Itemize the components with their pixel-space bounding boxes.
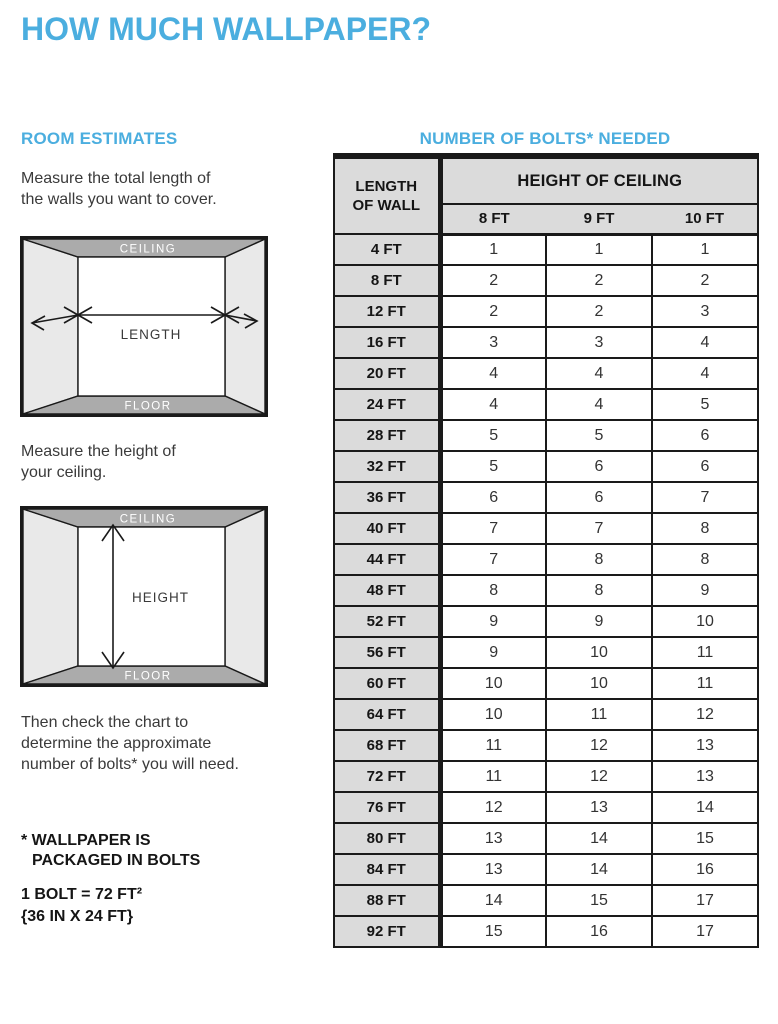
- table-row: [334, 916, 758, 947]
- right-wall: [225, 239, 265, 414]
- bolts-value-cell: 6: [652, 420, 758, 451]
- table-row: [334, 668, 758, 699]
- table-row: [334, 699, 758, 730]
- table-row: [334, 513, 758, 544]
- height-label: HEIGHT: [132, 590, 190, 605]
- table-row: [334, 358, 758, 389]
- step1-line1: Measure the total length of: [21, 170, 211, 187]
- table-row: [334, 606, 758, 637]
- bolts-table-header: [334, 156, 758, 234]
- bolts-value-cell: 2: [546, 265, 652, 296]
- bolts-value-cell: 9: [652, 575, 758, 606]
- table-row: [334, 389, 758, 420]
- bolts-value-cell: 2: [546, 296, 652, 327]
- length-of-wall-line1: LENGTH: [355, 178, 418, 195]
- bolts-value-cell: 8: [546, 575, 652, 606]
- bolts-value-cell: 6: [652, 451, 758, 482]
- bolts-value-cell: 9: [440, 637, 546, 668]
- table-row: [334, 234, 758, 265]
- bolt-equation: 1 BOLT = 72 FT²: [21, 886, 143, 903]
- footnote-line2: PACKAGED IN BOLTS: [32, 852, 201, 869]
- table-row: [334, 575, 758, 606]
- table-row: [334, 761, 758, 792]
- wall-length-cell: 40 FT: [334, 513, 440, 544]
- bolts-value-cell: 7: [652, 482, 758, 513]
- bolts-value-cell: 12: [546, 730, 652, 761]
- wall-length-cell: 80 FT: [334, 823, 440, 854]
- table-row: [334, 327, 758, 358]
- step3-instructions: [21, 712, 239, 775]
- wall-length-cell: 72 FT: [334, 761, 440, 792]
- bolts-value-cell: 3: [546, 327, 652, 358]
- bolts-value-cell: 3: [440, 327, 546, 358]
- page-title: HOW MUCH WALLPAPER?: [21, 11, 432, 47]
- room-estimates-heading: ROOM ESTIMATES: [21, 129, 178, 148]
- bolts-value-cell: 16: [546, 916, 652, 947]
- bolts-value-cell: 12: [652, 699, 758, 730]
- table-row: [334, 637, 758, 668]
- bolts-value-cell: 10: [652, 606, 758, 637]
- bolts-value-cell: 2: [440, 265, 546, 296]
- bolts-value-cell: 11: [440, 761, 546, 792]
- bolts-value-cell: 2: [440, 296, 546, 327]
- wall-length-cell: 76 FT: [334, 792, 440, 823]
- table-row: [334, 792, 758, 823]
- bolts-table: [333, 153, 759, 948]
- length-of-wall-header: [334, 156, 440, 234]
- bolts-value-cell: 8: [440, 575, 546, 606]
- bolts-value-cell: 4: [546, 358, 652, 389]
- table-row: [334, 885, 758, 916]
- wall-length-cell: 4 FT: [334, 234, 440, 265]
- bolts-value-cell: 13: [652, 730, 758, 761]
- bolts-value-cell: 14: [440, 885, 546, 916]
- table-row: [334, 823, 758, 854]
- wall-length-cell: 8 FT: [334, 265, 440, 296]
- room-height-diagram: [20, 506, 268, 687]
- bolts-value-cell: 8: [546, 544, 652, 575]
- bolts-value-cell: 5: [546, 420, 652, 451]
- wall-length-cell: 20 FT: [334, 358, 440, 389]
- ceiling-label: CEILING: [119, 243, 177, 256]
- left-wall: [23, 509, 78, 684]
- bolts-value-cell: 13: [440, 854, 546, 885]
- ceiling-8ft-header: 8 FT: [440, 204, 546, 234]
- wall-length-cell: 36 FT: [334, 482, 440, 513]
- footnote-line1: * WALLPAPER IS: [21, 832, 151, 849]
- wall-length-cell: 68 FT: [334, 730, 440, 761]
- right-wall: [225, 509, 265, 684]
- table-row: [334, 730, 758, 761]
- bolts-value-cell: 3: [652, 296, 758, 327]
- bolts-value-cell: 17: [652, 885, 758, 916]
- floor-label: FLOOR: [124, 400, 172, 413]
- bolts-value-cell: 13: [440, 823, 546, 854]
- wallpaper-bolts-footnote: [21, 831, 200, 871]
- bolts-value-cell: 4: [546, 389, 652, 420]
- bolts-value-cell: 5: [440, 451, 546, 482]
- ceiling-9ft-header: 9 FT: [546, 204, 652, 234]
- bolts-value-cell: 7: [546, 513, 652, 544]
- table-row: [334, 854, 758, 885]
- bolts-value-cell: 11: [652, 637, 758, 668]
- table-row: [334, 265, 758, 296]
- height-of-ceiling-header: HEIGHT OF CEILING: [440, 156, 758, 204]
- floor-label: FLOOR: [124, 670, 172, 683]
- bolts-value-cell: 15: [652, 823, 758, 854]
- wall-length-cell: 24 FT: [334, 389, 440, 420]
- bolts-value-cell: 11: [652, 668, 758, 699]
- bolts-value-cell: 12: [440, 792, 546, 823]
- bolts-needed-heading: NUMBER OF BOLTS* NEEDED: [419, 129, 671, 148]
- step3-line1: Then check the chart to: [21, 714, 189, 731]
- bolts-value-cell: 4: [652, 327, 758, 358]
- step1-instructions: [21, 168, 217, 210]
- length-of-wall-line2: OF WALL: [352, 197, 420, 214]
- bolts-value-cell: 1: [546, 234, 652, 265]
- bolts-value-cell: 10: [546, 668, 652, 699]
- bolts-value-cell: 10: [546, 637, 652, 668]
- step1-line2: the walls you want to cover.: [21, 191, 217, 208]
- wall-length-cell: 52 FT: [334, 606, 440, 637]
- room-length-diagram: [20, 236, 268, 417]
- bolts-value-cell: 9: [546, 606, 652, 637]
- bolts-value-cell: 6: [440, 482, 546, 513]
- table-row: [334, 420, 758, 451]
- wall-length-cell: 32 FT: [334, 451, 440, 482]
- table-row: [334, 482, 758, 513]
- bolts-value-cell: 12: [546, 761, 652, 792]
- bolts-value-cell: 15: [546, 885, 652, 916]
- bolts-value-cell: 1: [652, 234, 758, 265]
- wall-length-cell: 16 FT: [334, 327, 440, 358]
- bolts-value-cell: 4: [440, 389, 546, 420]
- bolts-value-cell: 11: [546, 699, 652, 730]
- bolts-value-cell: 13: [652, 761, 758, 792]
- bolts-value-cell: 11: [440, 730, 546, 761]
- bolts-value-cell: 14: [546, 823, 652, 854]
- bolts-value-cell: 17: [652, 916, 758, 947]
- bolts-value-cell: 10: [440, 699, 546, 730]
- table-row: [334, 451, 758, 482]
- table-row: [334, 544, 758, 575]
- wall-length-cell: 64 FT: [334, 699, 440, 730]
- bolts-value-cell: 6: [546, 451, 652, 482]
- bolts-value-cell: 1: [440, 234, 546, 265]
- bolts-value-cell: 14: [652, 792, 758, 823]
- bolts-value-cell: 4: [440, 358, 546, 389]
- ceiling-10ft-header: 10 FT: [652, 204, 758, 234]
- bolt-size-note: [21, 884, 142, 928]
- bolts-value-cell: 5: [652, 389, 758, 420]
- left-wall: [23, 239, 78, 414]
- bolts-value-cell: 13: [546, 792, 652, 823]
- bolts-value-cell: 8: [652, 513, 758, 544]
- bolts-value-cell: 9: [440, 606, 546, 637]
- step3-line3: number of bolts* you will need.: [21, 756, 239, 773]
- step2-line1: Measure the height of: [21, 443, 176, 460]
- wall-length-cell: 44 FT: [334, 544, 440, 575]
- bolts-value-cell: 4: [652, 358, 758, 389]
- step2-instructions: [21, 441, 176, 483]
- wall-length-cell: 48 FT: [334, 575, 440, 606]
- length-label: LENGTH: [120, 327, 182, 342]
- bolts-value-cell: 16: [652, 854, 758, 885]
- bolt-dimensions: {36 IN X 24 FT}: [21, 908, 134, 925]
- wall-length-cell: 28 FT: [334, 420, 440, 451]
- step3-line2: determine the approximate: [21, 735, 212, 752]
- bolts-value-cell: 10: [440, 668, 546, 699]
- bolts-value-cell: 15: [440, 916, 546, 947]
- bolts-table-body: [334, 234, 758, 947]
- step2-line2: your ceiling.: [21, 464, 107, 481]
- bolts-value-cell: 7: [440, 544, 546, 575]
- bolts-value-cell: 6: [546, 482, 652, 513]
- bolts-value-cell: 7: [440, 513, 546, 544]
- ceiling-label: CEILING: [119, 513, 177, 526]
- wall-length-cell: 56 FT: [334, 637, 440, 668]
- wall-length-cell: 12 FT: [334, 296, 440, 327]
- bolts-value-cell: 8: [652, 544, 758, 575]
- table-row: [334, 296, 758, 327]
- bolts-value-cell: 5: [440, 420, 546, 451]
- wall-length-cell: 88 FT: [334, 885, 440, 916]
- bolts-value-cell: 2: [652, 265, 758, 296]
- bolts-value-cell: 14: [546, 854, 652, 885]
- wall-length-cell: 92 FT: [334, 916, 440, 947]
- wall-length-cell: 84 FT: [334, 854, 440, 885]
- wall-length-cell: 60 FT: [334, 668, 440, 699]
